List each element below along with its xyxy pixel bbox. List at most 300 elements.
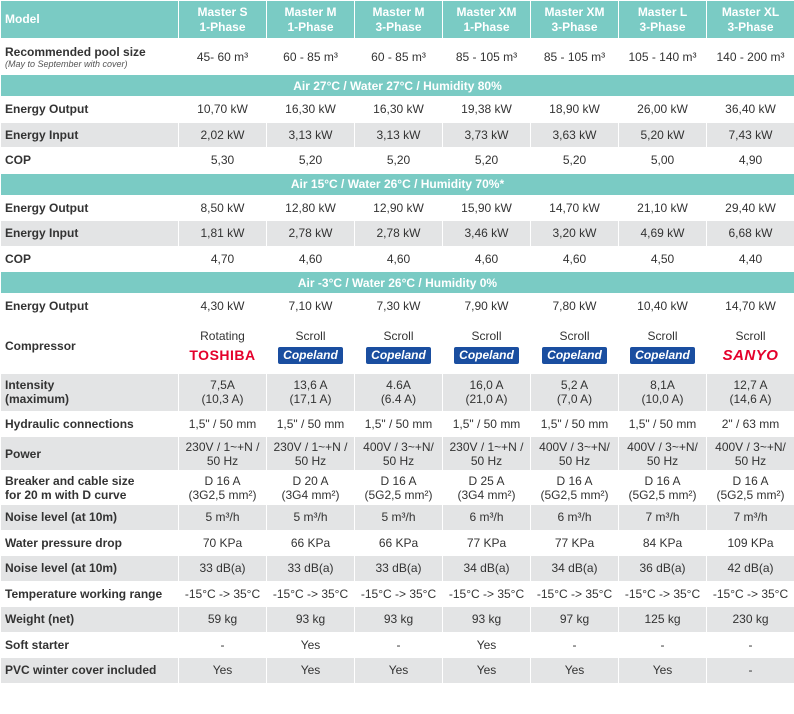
row-value: 7,43 kW: [728, 127, 773, 142]
row-label: [1, 319, 179, 373]
spec-value-line: (3G4 mm²): [281, 487, 340, 502]
spec-value-line: 77 KPa: [554, 535, 595, 550]
spec-value-line: D 16 A: [380, 473, 417, 488]
spec-value-line: (5G2,5 mm²): [628, 487, 697, 502]
value-cell: [443, 148, 531, 174]
value-cell: [355, 122, 443, 148]
value-cell: [179, 530, 267, 556]
model-phase: 3-Phase: [375, 19, 422, 34]
value-cell: [267, 373, 355, 411]
spec-value-line: 36 dB(a): [639, 561, 686, 576]
value-cell: [443, 437, 531, 471]
row-value: 5,30: [210, 153, 235, 168]
row-label: [1, 122, 179, 148]
data-row: [1, 294, 794, 320]
value-cell: [179, 246, 267, 272]
spec-value-line: Yes: [476, 637, 497, 652]
value-cell: [707, 658, 794, 684]
value-cell: [179, 122, 267, 148]
spec-value-line: 1,5" / 50 mm: [364, 416, 433, 431]
row-value: 8,50 kW: [200, 200, 245, 215]
pool-size-row: [1, 39, 794, 75]
row-value: 21,10 kW: [637, 200, 688, 215]
value-cell: [355, 632, 443, 658]
value-cell: [443, 607, 531, 633]
spec-value-line: 84 KPa: [642, 535, 683, 550]
section-title: Air 27°C / Water 27°C / Humidity 80%: [293, 78, 502, 93]
model-name: Master L: [637, 4, 688, 19]
spec-value-line: (5G2,5 mm²): [716, 487, 785, 502]
spec-value-line: Yes: [476, 663, 497, 678]
spec-value-line: 4.6A: [386, 378, 411, 392]
model-name: Master XM: [456, 4, 517, 19]
value-cell: [707, 581, 794, 607]
model-phase: 3-Phase: [639, 19, 686, 34]
spec-row: [1, 373, 794, 411]
spec-value-line: 33 dB(a): [199, 561, 246, 576]
compressor-type: Scroll: [647, 328, 678, 343]
row-value: 7,90 kW: [464, 299, 509, 314]
value-cell: [707, 122, 794, 148]
row-value: 7,10 kW: [288, 299, 333, 314]
row-label: [1, 505, 179, 531]
row-value: 7,30 kW: [376, 299, 421, 314]
row-label-text: Energy Output: [5, 102, 89, 117]
value-cell: [707, 411, 794, 437]
row-label: [1, 195, 179, 221]
row-value: 29,40 kW: [725, 200, 776, 215]
row-label-text: Energy Input: [5, 127, 79, 142]
value-cell: [267, 556, 355, 582]
row-value: 10,70 kW: [197, 102, 248, 117]
spec-value-line: 50 Hz: [470, 453, 503, 468]
spec-value-line: -15°C -> 35°C: [624, 586, 701, 601]
value-cell: [619, 97, 707, 123]
value-cell: [707, 471, 794, 505]
row-label: [1, 294, 179, 320]
spec-value-line: 93 kg: [383, 612, 414, 627]
value-cell: [267, 148, 355, 174]
value-cell: [267, 97, 355, 123]
row-value: 5,20: [562, 153, 587, 168]
compressor-cell: [707, 319, 794, 373]
spec-value-line: 66 KPa: [290, 535, 331, 550]
value-cell: [619, 437, 707, 471]
spec-label-line: for 20 m with D curve: [5, 487, 127, 502]
data-row: [1, 221, 794, 247]
spec-value-line: 230V / 1~+N /: [273, 439, 348, 454]
spec-value-line: 1,5" / 50 mm: [540, 416, 609, 431]
row-value: 5,00: [650, 153, 675, 168]
pool-size-value: 60 - 85 m³: [371, 49, 426, 64]
spec-value-line: 109 KPa: [727, 535, 774, 550]
spec-value-line: -15°C -> 35°C: [536, 586, 613, 601]
sanyo-logo: SANYO: [722, 346, 779, 364]
spec-value-line: -: [660, 637, 665, 652]
model-name: Master S: [197, 4, 248, 19]
model-phase: 3-Phase: [551, 19, 598, 34]
value-cell: [531, 122, 619, 148]
compressor-type: Scroll: [295, 328, 326, 343]
value-cell: [267, 221, 355, 247]
spec-label-line: Weight (net): [5, 612, 75, 627]
row-label: [1, 556, 179, 582]
spec-value-line: Yes: [300, 663, 321, 678]
value-cell: [267, 195, 355, 221]
value-cell: [707, 195, 794, 221]
value-cell: [707, 437, 794, 471]
value-cell: [443, 411, 531, 437]
value-cell: [531, 373, 619, 411]
value-cell: [707, 221, 794, 247]
value-cell: [707, 97, 794, 123]
value-cell: [355, 556, 443, 582]
value-cell: [355, 505, 443, 531]
value-cell: [707, 505, 794, 531]
spec-value-line: 50 Hz: [382, 453, 415, 468]
spec-value-line: (17,1 A): [289, 392, 332, 406]
value-cell: [707, 294, 794, 320]
model-header-cell: [531, 1, 619, 39]
value-cell: [179, 632, 267, 658]
value-cell: [619, 556, 707, 582]
value-cell: [443, 471, 531, 505]
spec-value-line: -: [748, 663, 753, 678]
value-cell: [619, 148, 707, 174]
value-cell: [443, 97, 531, 123]
spec-value-line: 6 m³/h: [557, 510, 592, 525]
spec-value-line: 42 dB(a): [727, 561, 774, 576]
value-cell: [355, 195, 443, 221]
value-cell: [443, 246, 531, 272]
row-value: 2,02 kW: [200, 127, 245, 142]
row-value: 3,13 kW: [288, 127, 333, 142]
section-title: Air 15°C / Water 26°C / Humidity 70%*: [290, 177, 505, 191]
spec-value-line: 77 KPa: [466, 535, 507, 550]
spec-label-line: Power: [5, 446, 42, 461]
spec-value-line: -15°C -> 35°C: [712, 586, 789, 601]
data-row: [1, 97, 794, 123]
spec-value-line: 5,2 A: [560, 378, 589, 392]
value-cell: [179, 607, 267, 633]
spec-value-line: 66 KPa: [378, 535, 419, 550]
row-value: 4,40: [738, 251, 763, 266]
spec-value-line: -15°C -> 35°C: [448, 586, 525, 601]
spec-value-line: -: [572, 637, 577, 652]
spec-value-line: D 16 A: [732, 473, 769, 488]
value-cell: [707, 246, 794, 272]
spec-row: [1, 607, 794, 633]
value-cell: [443, 658, 531, 684]
value-cell: [355, 530, 443, 556]
spec-value-line: -: [220, 637, 225, 652]
spec-value-line: Yes: [388, 663, 409, 678]
value-cell: [619, 505, 707, 531]
value-cell: [355, 294, 443, 320]
value-cell: [443, 530, 531, 556]
value-cell: [531, 294, 619, 320]
spec-value-line: 50 Hz: [558, 453, 591, 468]
row-label: [1, 246, 179, 272]
value-cell: [531, 246, 619, 272]
spec-row: [1, 581, 794, 607]
value-cell: [267, 471, 355, 505]
row-value: 16,30 kW: [285, 102, 336, 117]
row-label: [1, 437, 179, 471]
value-cell: [355, 658, 443, 684]
value-cell: [531, 39, 619, 75]
spec-value-line: D 16 A: [204, 473, 241, 488]
row-value: 2,78 kW: [376, 226, 421, 241]
pool-size-value: 85 - 105 m³: [543, 49, 606, 64]
value-cell: [267, 632, 355, 658]
spec-value-line: -: [748, 637, 753, 652]
row-label: [1, 39, 179, 75]
row-label-text: Energy Output: [5, 200, 89, 215]
row-value: 26,00 kW: [637, 102, 688, 117]
section-title-cell: [1, 173, 794, 195]
row-label: [1, 373, 179, 411]
pool-size-value: 140 - 200 m³: [716, 49, 785, 64]
spec-value-line: (3G2,5 mm²): [188, 487, 257, 502]
value-cell: [707, 556, 794, 582]
value-cell: [355, 411, 443, 437]
value-cell: [267, 294, 355, 320]
spec-row: [1, 530, 794, 556]
toshiba-logo: TOSHIBA: [189, 347, 256, 363]
row-value: 36,40 kW: [725, 102, 776, 117]
compressor-type: Scroll: [559, 328, 590, 343]
spec-value-line: 7 m³/h: [645, 510, 680, 525]
spec-value-line: 34 dB(a): [551, 561, 598, 576]
spec-value-line: 59 kg: [207, 612, 238, 627]
spec-value-line: 50 Hz: [734, 453, 767, 468]
value-cell: [531, 97, 619, 123]
value-cell: [619, 122, 707, 148]
value-cell: [179, 195, 267, 221]
model-phase: 1-Phase: [463, 19, 510, 34]
value-cell: [619, 658, 707, 684]
data-row: [1, 122, 794, 148]
value-cell: [179, 471, 267, 505]
row-value: 4,60: [474, 251, 499, 266]
value-cell: [531, 221, 619, 247]
spec-value-line: 2" / 63 mm: [721, 416, 780, 431]
compressor-type: Scroll: [383, 328, 414, 343]
spec-value-line: -15°C -> 35°C: [360, 586, 437, 601]
spec-value-line: 1,5" / 50 mm: [276, 416, 345, 431]
value-cell: [267, 505, 355, 531]
value-cell: [531, 411, 619, 437]
value-cell: [531, 607, 619, 633]
spec-value-line: D 25 A: [468, 473, 505, 488]
value-cell: [355, 471, 443, 505]
spec-value-line: 33 dB(a): [287, 561, 334, 576]
row-value: 5,20: [298, 153, 323, 168]
spec-value-line: Yes: [564, 663, 585, 678]
value-cell: [179, 39, 267, 75]
spec-value-line: 34 dB(a): [463, 561, 510, 576]
pool-size-label: Recommended pool size: [5, 44, 146, 59]
value-cell: [267, 411, 355, 437]
pool-size-value: 85 - 105 m³: [455, 49, 518, 64]
row-value: 18,90 kW: [549, 102, 600, 117]
value-cell: [267, 581, 355, 607]
row-value: 4,70: [210, 251, 235, 266]
copeland-logo: Copeland: [366, 347, 431, 364]
value-cell: [531, 530, 619, 556]
section-title-cell: [1, 272, 794, 294]
spec-value-line: D 16 A: [644, 473, 681, 488]
row-label: [1, 221, 179, 247]
spec-value-line: 400V / 3~+N/: [715, 439, 786, 454]
spec-value-line: 400V / 3~+N/: [627, 439, 698, 454]
section-title-cell: [1, 75, 794, 97]
compressor-type: Rotating: [200, 329, 245, 343]
value-cell: [619, 221, 707, 247]
value-cell: [707, 607, 794, 633]
row-value: 3,46 kW: [464, 226, 509, 241]
spec-row: [1, 411, 794, 437]
spec-row: [1, 505, 794, 531]
value-cell: [443, 632, 531, 658]
value-cell: [707, 148, 794, 174]
model-phase: 1-Phase: [287, 19, 334, 34]
row-label-text: Energy Output: [5, 299, 89, 314]
value-cell: [707, 632, 794, 658]
value-cell: [531, 148, 619, 174]
value-cell: [531, 505, 619, 531]
model-header-cell: [179, 1, 267, 39]
spec-value-line: (5G2,5 mm²): [364, 487, 433, 502]
spec-value-line: 5 m³/h: [205, 510, 240, 525]
value-cell: [531, 632, 619, 658]
spec-value-line: 12,7 A: [733, 378, 768, 392]
compressor-row: [1, 319, 794, 373]
value-cell: [179, 148, 267, 174]
spec-value-line: 230V / 1~+N /: [449, 439, 524, 454]
pool-size-value: 45- 60 m³: [196, 49, 249, 64]
row-value: 3,63 kW: [552, 127, 597, 142]
row-label: [1, 581, 179, 607]
row-value: 14,70 kW: [549, 200, 600, 215]
value-cell: [531, 437, 619, 471]
value-cell: [443, 221, 531, 247]
spec-value-line: -15°C -> 35°C: [184, 586, 261, 601]
row-value: 2,78 kW: [288, 226, 333, 241]
spec-value-line: 70 KPa: [202, 535, 243, 550]
copeland-logo: Copeland: [542, 347, 607, 364]
row-label-text: COP: [5, 153, 32, 168]
copeland-logo: Copeland: [454, 347, 519, 364]
value-cell: [179, 556, 267, 582]
compressor-cell: [619, 319, 707, 373]
value-cell: [179, 411, 267, 437]
row-label: [1, 148, 179, 174]
condition-section-header: [1, 173, 794, 195]
spec-value-line: 125 kg: [644, 612, 681, 627]
row-label: [1, 607, 179, 633]
value-cell: [619, 411, 707, 437]
value-cell: [443, 373, 531, 411]
compressor-cell: [179, 319, 267, 373]
spec-value-line: 7,5A: [210, 378, 235, 392]
row-label: [1, 471, 179, 505]
spec-row: [1, 658, 794, 684]
value-cell: [443, 505, 531, 531]
value-cell: [267, 607, 355, 633]
value-cell: [619, 195, 707, 221]
row-label: [1, 632, 179, 658]
data-row: [1, 148, 794, 174]
compressor-label: Compressor: [5, 339, 76, 353]
value-cell: [707, 530, 794, 556]
pool-size-note: (May to September with cover): [5, 58, 128, 69]
data-row: [1, 195, 794, 221]
compressor-type: Scroll: [471, 328, 502, 343]
compressor-cell: [443, 319, 531, 373]
row-label: [1, 97, 179, 123]
row-value: 1,81 kW: [200, 226, 245, 241]
row-value: 5,20 kW: [640, 127, 685, 142]
value-cell: [531, 658, 619, 684]
spec-label-line: PVC winter cover included: [5, 663, 157, 678]
value-cell: [443, 122, 531, 148]
spec-value-line: D 16 A: [556, 473, 593, 488]
spec-label-line: Intensity: [5, 378, 55, 392]
row-value: 12,90 kW: [373, 200, 424, 215]
value-cell: [355, 581, 443, 607]
condition-section-header: [1, 272, 794, 294]
spec-label-line: Water pressure drop: [5, 535, 122, 550]
spec-label-line: Soft starter: [5, 637, 70, 652]
spec-value-line: 13,6 A: [293, 378, 328, 392]
row-value: 16,30 kW: [373, 102, 424, 117]
spec-value-line: (6.4 A): [380, 392, 417, 406]
value-cell: [179, 437, 267, 471]
value-cell: [355, 97, 443, 123]
spec-row: [1, 471, 794, 505]
value-cell: [443, 556, 531, 582]
row-value: 19,38 kW: [461, 102, 512, 117]
row-value: 4,69 kW: [640, 226, 685, 241]
value-cell: [355, 246, 443, 272]
spec-value-line: 97 kg: [559, 612, 590, 627]
spec-value-line: 1,5" / 50 mm: [452, 416, 521, 431]
spec-value-line: (5G2,5 mm²): [540, 487, 609, 502]
spec-label-line: Breaker and cable size: [5, 473, 135, 488]
spec-label-line: (maximum): [5, 392, 70, 406]
value-cell: [443, 195, 531, 221]
spec-value-line: D 20 A: [292, 473, 329, 488]
value-cell: [619, 373, 707, 411]
spec-value-line: Yes: [300, 637, 321, 652]
pool-size-value: 60 - 85 m³: [283, 49, 338, 64]
row-value: 12,80 kW: [285, 200, 336, 215]
spec-value-line: 8,1A: [650, 378, 675, 392]
row-label: [1, 411, 179, 437]
row-value: 4,60: [386, 251, 411, 266]
spec-value-line: 1,5" / 50 mm: [188, 416, 257, 431]
section-title: Air -3°C / Water 26°C / Humidity 0%: [297, 275, 498, 290]
value-cell: [355, 39, 443, 75]
data-row: [1, 246, 794, 272]
spec-value-line: 400V / 3~+N/: [539, 439, 610, 454]
compressor-cell: [355, 319, 443, 373]
value-cell: [267, 122, 355, 148]
spec-label-line: Noise level (at 10m): [5, 510, 118, 525]
value-cell: [179, 294, 267, 320]
